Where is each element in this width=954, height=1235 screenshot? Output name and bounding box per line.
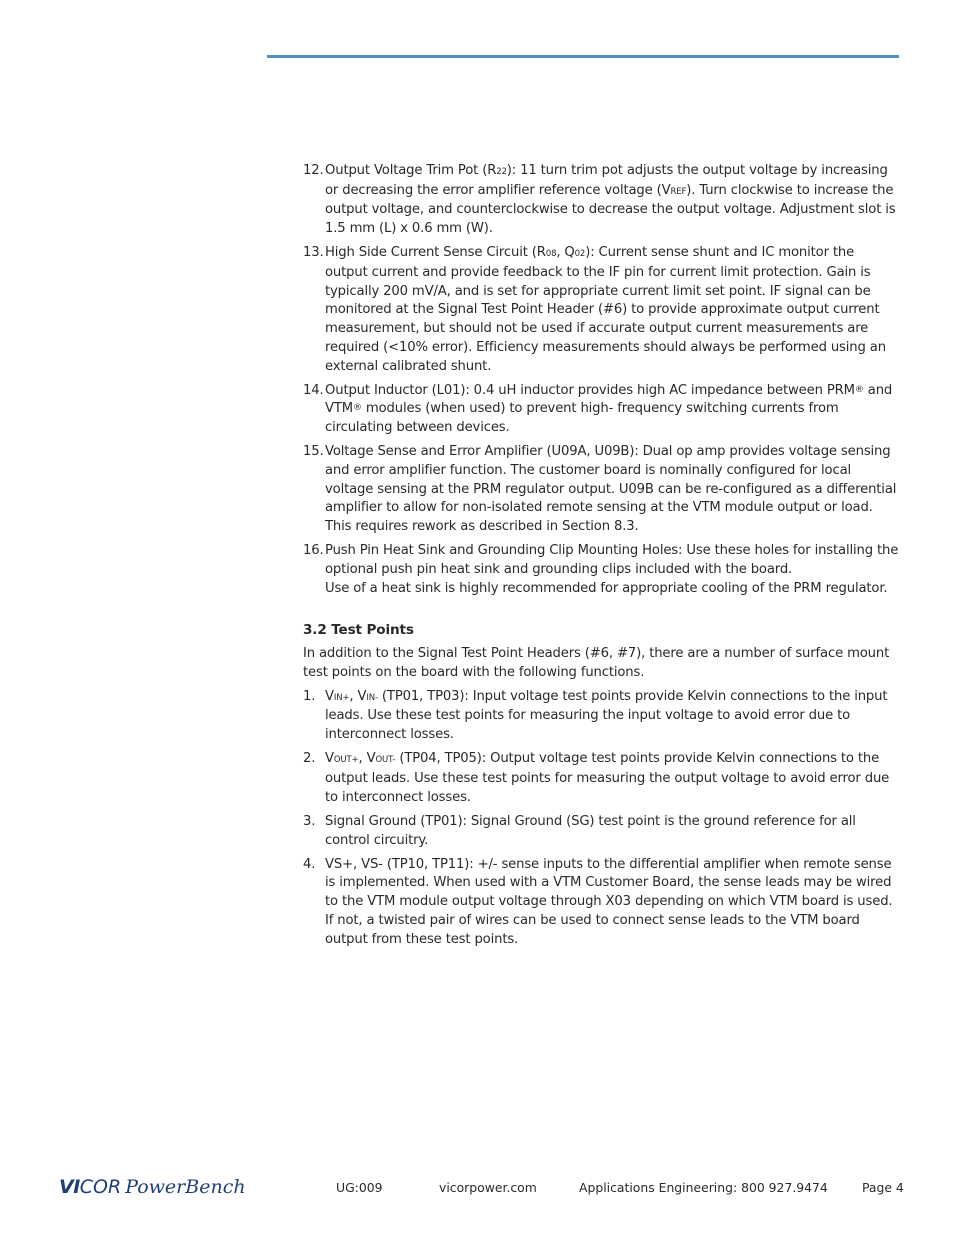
item-number: 16. — [303, 543, 324, 559]
subscript: OUT+ — [333, 755, 359, 766]
section-heading: 3.2 Test Points — [303, 622, 414, 639]
item-text: ): Current sense shunt and IC monitor the output current and provide feedback to the IF pin for current limit protection. Gain is typically 200 mV/A, and is set for appropriate current limit set point. IF signal can be monitored at the Signal Test Point Header (#6) to provide approximate output current measurement, but should not be used if accurate output current measurements are required (<10% error). Efficiency measurements should always be performed using an external calibrated shunt. — [325, 245, 886, 374]
item-text: V — [325, 751, 334, 767]
doc-id: UG:009 — [336, 1180, 383, 1195]
list-item-tp1 — [303, 688, 899, 745]
component-list — [303, 162, 899, 598]
item-text: Voltage Sense and Error Amplifier (U09A, U09B): Dual op amp provides voltage sensing and error amplifier function. The customer board is nominally configured for local voltage sensing at the PRM regulator output. U09B can be re-configured as a differential amplifier to allow for non-isolated remote sensing at the VTM module output or load. This requires rework as described in Section 8.3. — [325, 444, 897, 535]
list-item-tp3 — [303, 813, 899, 850]
registered-mark: ® — [854, 384, 864, 395]
subscript: 02 — [574, 249, 586, 260]
list-item-tp4 — [303, 856, 899, 950]
item-text: ). Turn clockwise to increase the output voltage, and counterclockwise to decrease the output voltage. Adjustment slot is — [325, 182, 896, 218]
test-point-list — [303, 688, 899, 950]
logo-cor: COR — [79, 1176, 122, 1198]
website-link[interactable]: vicorpower.com — [439, 1180, 537, 1195]
subscript: 22 — [496, 167, 507, 177]
item-text-line2: Use of a heat sink is highly recommended for appropriate cooling of the PRM regulator. — [325, 580, 888, 596]
item-number: 4. — [303, 856, 316, 872]
main-content — [303, 162, 899, 955]
item-text: High Side Current Sense Circuit (R — [325, 245, 546, 261]
item-number: 12. — [303, 163, 324, 178]
logo-powerbench: PowerBench — [125, 1176, 246, 1198]
page-footer — [0, 1178, 954, 1202]
item-text: (TP01, TP03): Input voltage test points provide Kelvin connections to the input leads. Use these test points for measuring the input voltage to avoid error due to interconnect losses. — [325, 688, 888, 742]
subscript: OUT- — [375, 755, 396, 766]
header-rule — [267, 55, 899, 58]
item-text: modules (when used) to prevent high- frequency switching currents from circulating between devices. — [325, 401, 839, 436]
list-item-16 — [303, 542, 899, 598]
list-item-12 — [303, 162, 899, 239]
logo-vi: VI — [59, 1176, 80, 1198]
item-number: 1. — [303, 688, 316, 704]
item-text: , Q — [556, 245, 575, 261]
subscript: 08 — [545, 249, 557, 260]
applications-engineering-phone: Applications Engineering: 800 927.9474 — [579, 1180, 828, 1195]
item-text-line2: 1.5 mm (L) x 0.6 mm (W). — [325, 221, 493, 237]
item-text: VS+, VS- (TP10, TP11): +/- sense inputs to the differential amplifier when remote sense is implemented. When used with a VTM Customer Board, the sense leads may be wired to the VTM module output voltage through X03 depending on which VTM board is used. If not, a twisted pair of wires can be used to connect sense leads to the VTM board output from these test points. — [325, 856, 893, 947]
list-item-15 — [303, 443, 899, 537]
vicor-powerbench-logo — [59, 1175, 246, 1199]
item-text: Push Pin Heat Sink and Grounding Clip Mounting Holes: Use these holes for installing the optional push pin heat sink and grounding clips included with the board. — [325, 543, 899, 578]
item-number: 3. — [303, 813, 316, 829]
registered-mark: ® — [353, 403, 362, 414]
list-item-tp2 — [303, 750, 899, 807]
subscript: IN+ — [333, 692, 350, 703]
item-text: (TP04, TP05): Output voltage test points provide Kelvin connections to the output leads. Use these test points for measuring the output voltage to avoid error due to interconnect losses. — [325, 751, 890, 805]
item-number: 2. — [303, 751, 316, 767]
subscript: IN- — [366, 692, 378, 703]
item-text: Output Voltage Trim Pot (R — [325, 163, 497, 178]
item-text: and VTM — [325, 382, 893, 417]
item-text: Output Inductor (L01): 0.4 uH inductor provides high AC impedance between PRM — [325, 382, 855, 398]
list-item-14 — [303, 382, 899, 438]
item-text: ): 11 turn trim pot adjusts the output voltage by increasing or decreasing the error amplifier reference voltage (V — [325, 163, 888, 198]
page-number: Page 4 — [862, 1180, 904, 1195]
item-number: 13. — [303, 245, 324, 261]
item-number: 14. — [303, 382, 324, 398]
item-text: , V — [358, 751, 376, 767]
item-number: 15. — [303, 444, 324, 460]
item-text: , V — [349, 688, 367, 704]
list-item-13 — [303, 244, 899, 376]
item-text: V — [325, 688, 334, 704]
subscript: REF — [670, 186, 687, 197]
section-intro: In addition to the Signal Test Point Headers (#6, #7), there are a number of surface mount test points on the board with the following functions. — [303, 646, 890, 680]
item-text: Signal Ground (TP01): Signal Ground (SG) test point is the ground reference for all control circuitry. — [325, 813, 856, 848]
